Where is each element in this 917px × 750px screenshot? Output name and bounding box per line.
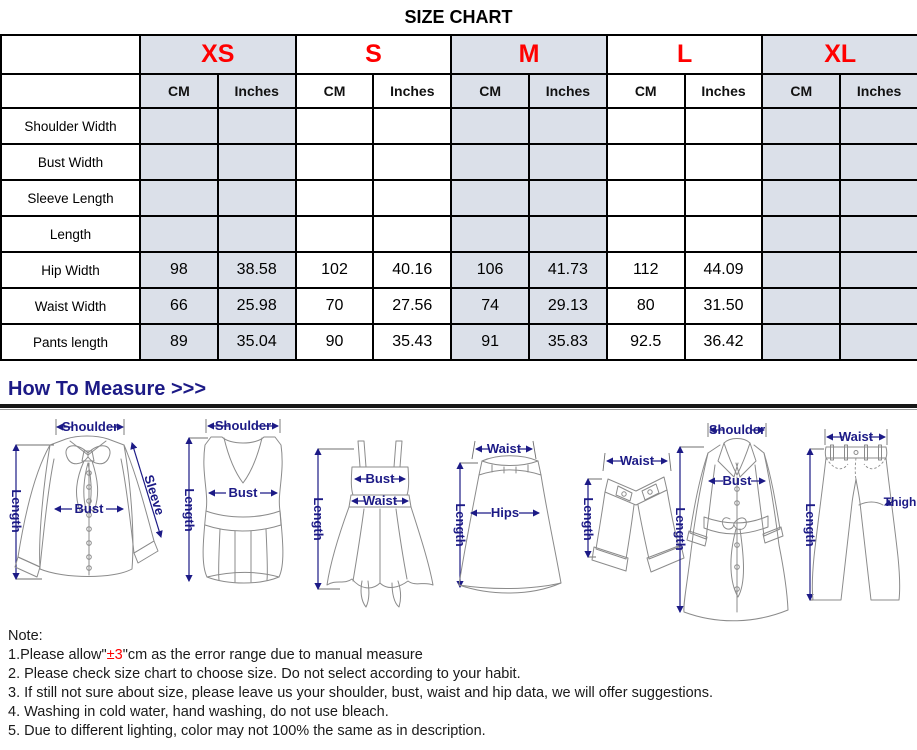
cell: 35.43 xyxy=(373,324,451,360)
cell xyxy=(685,180,763,216)
cell xyxy=(451,108,529,144)
cell xyxy=(218,144,296,180)
cell xyxy=(140,216,218,252)
cell xyxy=(218,108,296,144)
error-range-value: ±3 xyxy=(106,647,123,663)
size-header-row xyxy=(1,35,917,74)
cell xyxy=(762,216,840,252)
measure-label: Bust xyxy=(228,485,258,500)
unit-header: Inches xyxy=(840,74,917,108)
unit-header: Inches xyxy=(373,74,451,108)
cell xyxy=(607,180,685,216)
cell xyxy=(840,324,917,360)
size-header-xs: XS xyxy=(140,35,296,74)
row-label: Length xyxy=(1,216,140,252)
size-chart-table xyxy=(0,34,917,361)
table-row xyxy=(1,216,917,252)
page-title: SIZE CHART xyxy=(404,7,513,27)
table-row xyxy=(1,324,917,360)
cell: 92.5 xyxy=(607,324,685,360)
blouse-figure xyxy=(4,411,172,616)
cell xyxy=(840,180,917,216)
measure-label: Bust xyxy=(722,473,752,488)
note-line: 2. Please check size chart to choose size. Do not select according to your habit. xyxy=(8,666,521,682)
size-header-xl: XL xyxy=(762,35,917,74)
measure-label: Length xyxy=(453,503,468,547)
divider-line-shadow xyxy=(0,409,917,410)
row-label: Bust Width xyxy=(1,144,140,180)
cell: 98 xyxy=(140,252,218,288)
row-label: Shoulder Width xyxy=(1,108,140,144)
dress-figure xyxy=(306,429,454,616)
unit-header: CM xyxy=(762,74,840,108)
cell xyxy=(607,216,685,252)
measure-label: Sleeve xyxy=(141,472,168,517)
measure-label: Shoulder xyxy=(61,419,119,434)
measure-label: Shoulder xyxy=(708,422,766,437)
cell xyxy=(685,144,763,180)
measure-label: Length xyxy=(311,497,326,541)
cell xyxy=(218,216,296,252)
cell xyxy=(529,180,607,216)
cell xyxy=(762,324,840,360)
cell: 35.04 xyxy=(218,324,296,360)
cell: 102 xyxy=(296,252,374,288)
cell: 90 xyxy=(296,324,374,360)
cell xyxy=(840,144,917,180)
unit-header: CM xyxy=(296,74,374,108)
cell xyxy=(762,108,840,144)
how-to-measure-heading: How To Measure >>> xyxy=(8,378,207,400)
cell: 89 xyxy=(140,324,218,360)
cell: 41.73 xyxy=(529,252,607,288)
cell: 40.16 xyxy=(373,252,451,288)
measure-label: Length xyxy=(803,503,818,547)
pants-figure xyxy=(798,425,917,615)
measure-figures xyxy=(0,411,917,617)
measure-label: Bust xyxy=(74,501,104,516)
skirt-figure xyxy=(446,437,574,616)
size-header-m: M xyxy=(451,35,607,74)
table-row xyxy=(1,108,917,144)
vest-figure xyxy=(178,413,306,616)
cell: 91 xyxy=(451,324,529,360)
row-label: Hip Width xyxy=(1,252,140,288)
cell: 44.09 xyxy=(685,252,763,288)
row-label: Waist Width xyxy=(1,288,140,324)
measure-label: Length xyxy=(9,489,24,533)
cell xyxy=(296,180,374,216)
cell xyxy=(762,144,840,180)
corner-cell xyxy=(1,74,140,108)
cell xyxy=(685,216,763,252)
cell xyxy=(840,288,917,324)
cell xyxy=(296,216,374,252)
measure-label: Waist xyxy=(838,429,874,444)
size-header-s: S xyxy=(296,35,452,74)
cell: 29.13 xyxy=(529,288,607,324)
table-row xyxy=(1,144,917,180)
cell xyxy=(373,144,451,180)
size-header-l: L xyxy=(607,35,763,74)
measure-label: Bust xyxy=(365,471,395,486)
cell xyxy=(607,108,685,144)
cell xyxy=(140,180,218,216)
measure-label: Hips xyxy=(490,505,520,520)
table-row xyxy=(1,180,917,216)
cell xyxy=(373,216,451,252)
unit-header: CM xyxy=(140,74,218,108)
cell xyxy=(451,144,529,180)
unit-header: Inches xyxy=(685,74,763,108)
cell: 112 xyxy=(607,252,685,288)
cell: 74 xyxy=(451,288,529,324)
cell xyxy=(607,144,685,180)
cell xyxy=(296,144,374,180)
measure-label: Waist xyxy=(619,453,655,468)
unit-header: Inches xyxy=(529,74,607,108)
cell xyxy=(529,216,607,252)
cell xyxy=(762,252,840,288)
table-row xyxy=(1,288,917,324)
divider-line xyxy=(0,404,917,408)
measure-label: Length xyxy=(581,497,596,541)
cell xyxy=(451,180,529,216)
cell xyxy=(140,108,218,144)
row-label: Sleeve Length xyxy=(1,180,140,216)
coat-figure xyxy=(664,419,812,617)
note-line: 3. If still not sure about size, please leave us your shoulder, bust, waist and hip data, we will offer suggestions. xyxy=(8,685,713,701)
corner-cell xyxy=(1,35,140,74)
cell xyxy=(451,216,529,252)
cell: 27.56 xyxy=(373,288,451,324)
row-label: Pants length xyxy=(1,324,140,360)
cell: 25.98 xyxy=(218,288,296,324)
measure-label: Length xyxy=(182,488,197,532)
note-line: 4. Washing in cold water, hand washing, do not use bleach. xyxy=(8,704,389,720)
measure-label: Thigh xyxy=(883,495,917,509)
cell xyxy=(296,108,374,144)
cell: 80 xyxy=(607,288,685,324)
cell: 66 xyxy=(140,288,218,324)
cell xyxy=(685,108,763,144)
cell: 35.83 xyxy=(529,324,607,360)
cell xyxy=(218,180,296,216)
cell: 36.42 xyxy=(685,324,763,360)
cell xyxy=(529,144,607,180)
measure-label: Waist xyxy=(362,493,398,508)
unit-header: CM xyxy=(607,74,685,108)
unit-header-row xyxy=(1,74,917,108)
unit-header: CM xyxy=(451,74,529,108)
cell: 106 xyxy=(451,252,529,288)
cell xyxy=(762,288,840,324)
cell xyxy=(762,180,840,216)
cell: 38.58 xyxy=(218,252,296,288)
measure-label: Shoulder xyxy=(214,418,272,433)
cell xyxy=(373,180,451,216)
note-line: 1.Please allow"±3"cm as the error range due to manual measure xyxy=(8,647,423,663)
note-heading: Note: xyxy=(8,628,43,644)
cell xyxy=(529,108,607,144)
measure-label: Waist xyxy=(486,441,522,456)
cell: 31.50 xyxy=(685,288,763,324)
cell xyxy=(140,144,218,180)
cell: 70 xyxy=(296,288,374,324)
measure-label: Length xyxy=(673,507,688,551)
note-line: 5. Due to different lighting, color may not 100% the same as in description. xyxy=(8,723,486,739)
cell xyxy=(840,216,917,252)
cell xyxy=(373,108,451,144)
cell xyxy=(840,252,917,288)
cell xyxy=(840,108,917,144)
table-row xyxy=(1,252,917,288)
note-section xyxy=(8,627,917,741)
unit-header: Inches xyxy=(218,74,296,108)
